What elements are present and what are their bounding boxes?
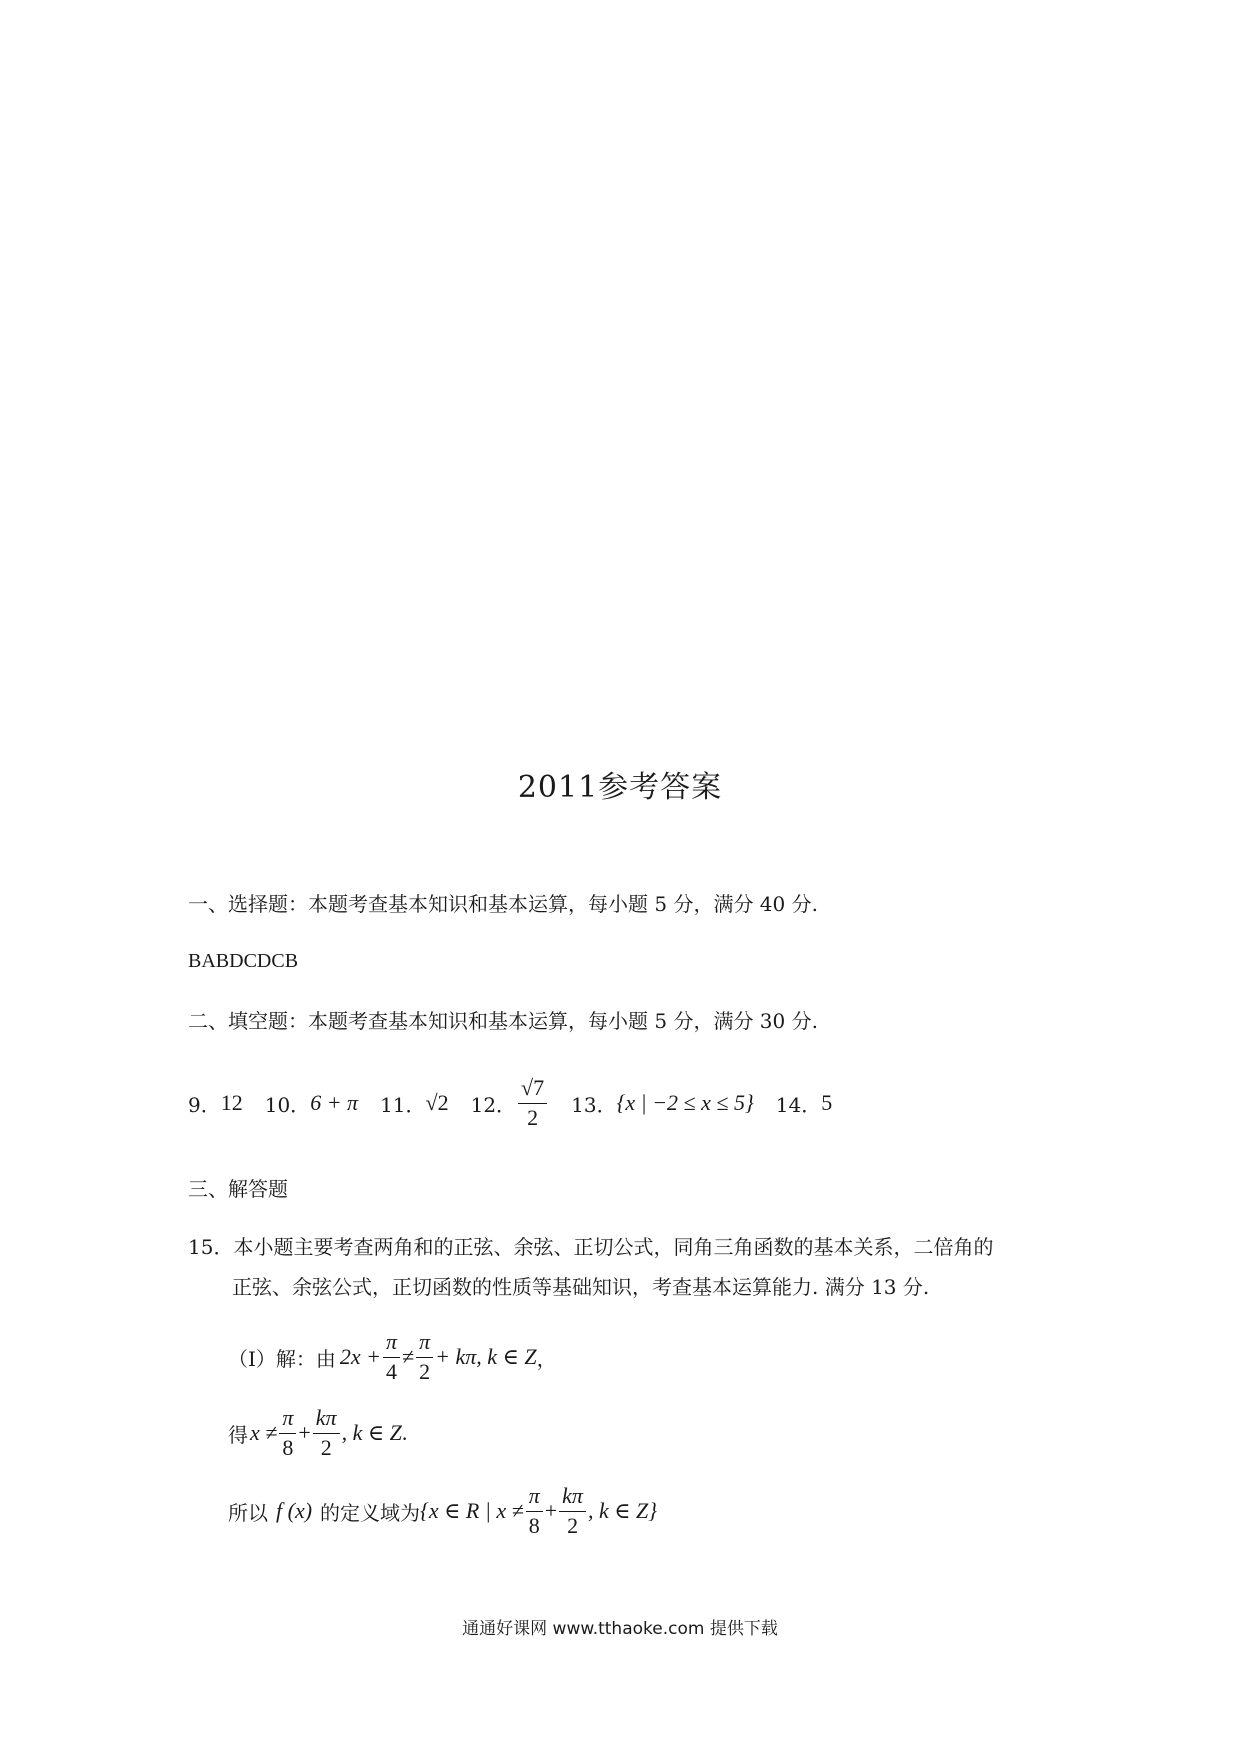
answer-10: 6 + π [310, 1090, 359, 1115]
step3-mid: 的定义域为 [320, 1500, 421, 1525]
answer-14-label: 14． [775, 1092, 822, 1117]
step2-suffix: . [401, 1420, 408, 1445]
answer-12-label: 12． [470, 1092, 517, 1117]
solution-step2: 得 x ≠ $\frac{\pi}{8}$ + $\frac{k\pi}{2}$ , k ∈ Z . [228, 1405, 408, 1460]
q15-line2: 正弦、余弦公式，正切函数的性质等基础知识，考查基本运算能力. 满分 13 分. [232, 1275, 930, 1299]
page-footer: 通通好课网 www.tthaoke.com 提供下载 [462, 1619, 778, 1639]
step2-prefix: 得 [228, 1422, 248, 1447]
answer-12-fraction [518, 1076, 547, 1129]
answer-13: {x | −2 ≤ x ≤ 5} [616, 1090, 754, 1115]
answer-13-label: 13． [571, 1092, 617, 1117]
kpi-over-2: $\frac{k\pi}{2}$ [313, 1406, 340, 1459]
part1-prefix: （I）解：由 [228, 1346, 336, 1371]
step3-prefix: 所以 [228, 1500, 268, 1525]
answer-11-label: 11． [380, 1092, 426, 1117]
answer-12-denominator: 2 [527, 1104, 539, 1130]
section1-heading: 一、选择题：本题考查基本知识和基本运算，每小题 5 分，满分 40 分. [188, 892, 818, 916]
choice-answers: BABDCDCB [188, 950, 299, 972]
section3-heading: 三、解答题 [188, 1177, 288, 1201]
answer-9: 12 [220, 1090, 243, 1115]
pi-over-8: $\frac{\pi}{8}$ [279, 1406, 296, 1459]
solution-step3: 所以 f (x) 的定义域为 {x ∈ R | x ≠ $\frac{\pi}{8}$ + $\frac{k\pi}{2}$ , k ∈ Z} [228, 1483, 658, 1538]
solution-step1: （I）解：由 2x + $\frac{\pi}{4}$ ≠ $\frac{\pi}{2}$ + kπ, k ∈ Z ， [228, 1329, 557, 1384]
section2-heading: 二、填空题：本题考查基本知识和基本运算，每小题 5 分，满分 30 分. [188, 1009, 818, 1033]
q15-line1: 15．本小题主要考查两角和的正弦、余弦、正切公式，同角三角函数的基本关系，二倍角的 [188, 1235, 994, 1259]
answer-9-label: 9． [188, 1092, 221, 1117]
answer-14: 5 [821, 1090, 833, 1115]
answer-11: √2 [425, 1090, 449, 1115]
page-title: 2011参考答案 [517, 770, 723, 805]
answer-12-numerator: √7 [518, 1076, 547, 1103]
step1-math: 2x + [339, 1344, 382, 1369]
pi-over-2: $\frac{\pi}{2}$ [416, 1330, 433, 1383]
answer-10-label: 10． [264, 1092, 311, 1117]
fill-answers-row [188, 1062, 832, 1144]
step1-suffix: ， [536, 1346, 557, 1371]
pi-over-4: $\frac{\pi}{4}$ [383, 1330, 400, 1383]
